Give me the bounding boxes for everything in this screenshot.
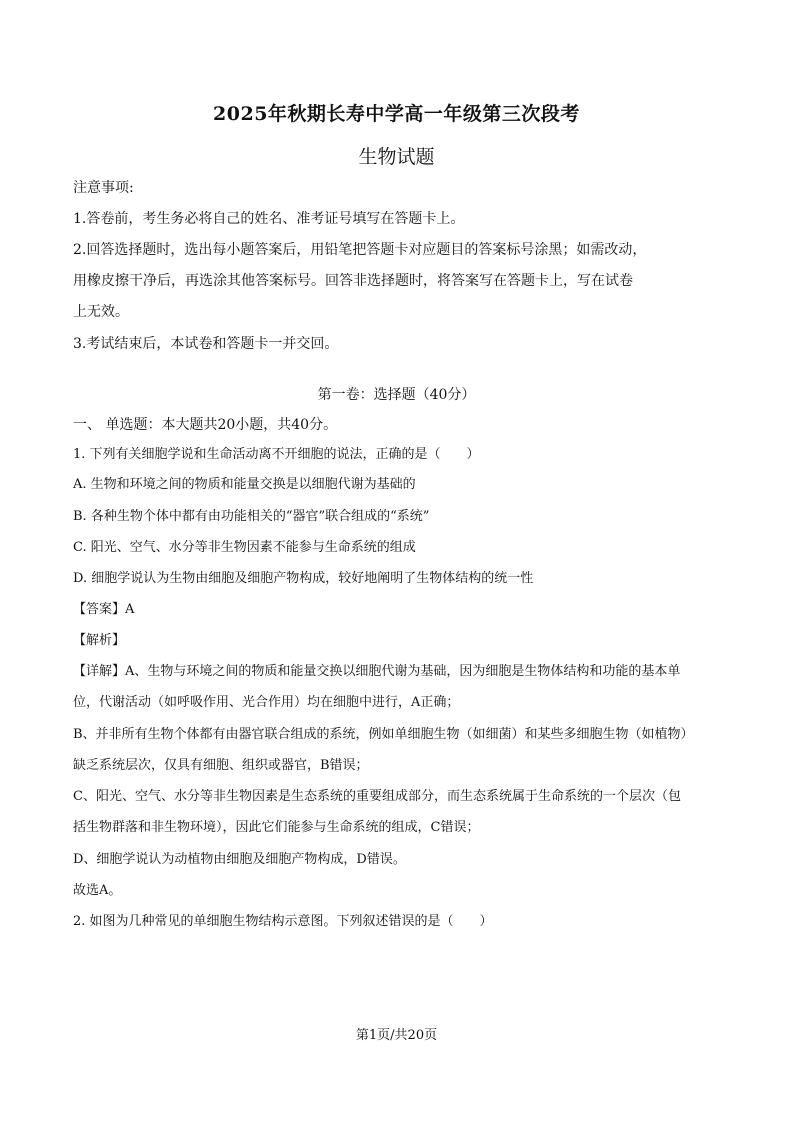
notice-item-1: 1.答卷前，考生务必将自己的姓名、准考证号填写在答题卡上。 [73, 211, 465, 227]
question-2-stem: 2. 如图为几种常见的单细胞生物结构示意图。下列叙述错误的是（ ） [73, 914, 493, 929]
section-title: 第一卷：选择题（40分） [317, 387, 476, 403]
question-1-detail-line-6: 括生物群落和非生物环境），因此它们能参与生命系统的组成，C错误； [73, 820, 480, 835]
notice-item-2-line-2: 用橡皮擦干净后，再选涂其他答案标号。回答非选择题时，将答案写在答题卡上，写在试卷 [73, 273, 633, 289]
question-1-detail-line-2: 位，代谢活动（如呼吸作用、光合作用）均在细胞中进行，A正确； [73, 695, 460, 710]
notice-heading: 注意事项: [73, 180, 134, 196]
question-1-answer: 【答案】A [73, 602, 135, 617]
multiple-choice-heading: 一、 单选题：本大题共20小题，共40分。 [73, 417, 338, 433]
question-1-detail-line-1: 【详解】A、生物与环境之间的物质和能量交换以细胞代谢为基础，因为细胞是生物体结构和功能的基本单 [73, 664, 681, 679]
question-1-option-b: B. 各种生物个体中都有由功能相关的“器官”联合组成的“系统” [73, 509, 430, 524]
question-1-option-a: A. 生物和环境之间的物质和能量交换是以细胞代谢为基础的 [73, 477, 416, 492]
notice-item-2-line-3: 上无效。 [73, 304, 129, 320]
question-1-detail-line-4: 缺乏系统层次，仅具有细胞、组织或器官，B错误； [73, 758, 369, 773]
question-1-stem: 1. 下列有关细胞学说和生命活动离不开细胞的说法，正确的是（ ） [73, 447, 480, 462]
notice-item-2-line-1: 2.回答选择题时，选出每小题答案后，用铅笔把答题卡对应题目的答案标号涂黑；如需改动， [73, 242, 647, 258]
question-1-detail-line-7: D、细胞学说认为动植物由细胞及细胞产物构成，D错误。 [73, 852, 406, 867]
page-title: 2025年秋期长寿中学高一年级第三次段考 [213, 103, 580, 125]
question-1-option-d: D. 细胞学说认为生物由细胞及细胞产物构成，较好地阐明了生物体结构的统一性 [73, 571, 534, 586]
question-1-detail-line-3: B、并非所有生物个体都有由器官联合组成的系统，例如单细胞生物（如细菌）和某些多细胞生物（如植物） [73, 727, 694, 742]
question-1-analysis-heading: 【解析】 [73, 633, 126, 648]
question-1-option-c: C. 阳光、空气、水分等非生物因素不能参与生命系统的组成 [73, 540, 416, 555]
question-1-detail-line-5: C、阳光、空气、水分等非生物因素是生态系统的重要组成部分，而生态系统属于生命系统的一个层次（包 [73, 789, 681, 804]
notice-item-3: 3.考试结束后，本试卷和答题卡一并交回。 [73, 336, 339, 352]
page-footer: 第1页/共20页 [355, 1028, 438, 1043]
question-1-conclusion: 故选A。 [73, 883, 122, 898]
page-subtitle: 生物试题 [358, 146, 435, 168]
